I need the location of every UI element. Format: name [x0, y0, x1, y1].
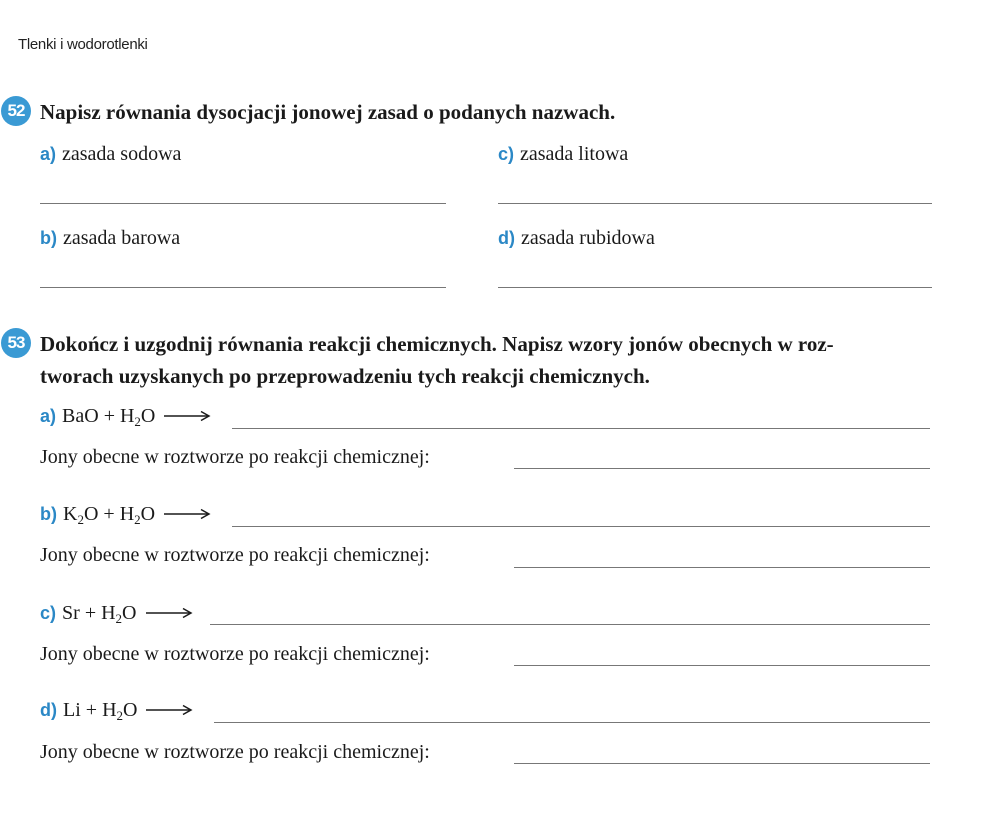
subscript: 2 — [116, 708, 124, 723]
subscript: 2 — [134, 512, 141, 527]
q53-answer-line-a[interactable] — [232, 428, 930, 429]
question-53-badge: 53 — [1, 328, 31, 358]
q53-ions-line-a[interactable] — [514, 468, 930, 469]
q53-equation-c — [40, 602, 194, 625]
reactant-2: H — [119, 405, 135, 427]
reactant-1-end: O — [83, 503, 99, 525]
q53-ions-label-d: Jony obecne w roztworze po reakcji chemicznej: — [40, 741, 430, 763]
q53-ions-line-c[interactable] — [514, 665, 930, 666]
q52-item-c — [498, 143, 628, 166]
q52-answer-line-c[interactable] — [498, 203, 932, 204]
reaction-arrow-icon — [162, 508, 212, 520]
item-letter: c) — [40, 603, 57, 623]
q53-ions-line-d[interactable] — [514, 763, 930, 764]
q52-item-a — [40, 143, 181, 166]
reactant-2: H — [119, 503, 135, 525]
reactant-2-end: O — [123, 699, 138, 721]
plus-sign: + — [84, 602, 97, 624]
item-text: zasada litowa — [520, 143, 629, 165]
section-header: Tlenki i wodorotlenki — [18, 36, 148, 53]
q52-item-d — [498, 227, 655, 250]
q52-answer-line-a[interactable] — [40, 203, 446, 204]
question-52-badge: 52 — [1, 96, 31, 126]
subscript: 2 — [77, 512, 84, 527]
plus-sign: + — [103, 405, 115, 427]
item-letter: a) — [40, 144, 57, 164]
q53-answer-line-b[interactable] — [232, 526, 930, 527]
reaction-arrow-icon — [162, 410, 212, 422]
item-letter: d) — [498, 228, 515, 248]
reactant-1: Li — [63, 699, 81, 721]
reaction-arrow-icon — [144, 607, 194, 619]
subscript: 2 — [115, 611, 123, 626]
reactant-2-end: O — [122, 602, 137, 624]
q53-equation-d — [40, 699, 194, 722]
q52-answer-line-b[interactable] — [40, 287, 446, 288]
item-letter: b) — [40, 228, 57, 248]
item-letter: a) — [40, 406, 57, 426]
item-text: zasada barowa — [63, 227, 181, 249]
reactant-2-end: O — [140, 405, 156, 427]
question-53-title — [40, 328, 940, 392]
q53-equation-a — [40, 405, 212, 428]
item-letter: d) — [40, 700, 57, 720]
q53-ions-label-c: Jony obecne w roztworze po reakcji chemicznej: — [40, 643, 430, 665]
reactant-2-end: O — [140, 503, 156, 525]
subscript: 2 — [134, 414, 141, 429]
item-text: zasada rubidowa — [521, 227, 655, 249]
question-53-title-line2: tworach uzyskanych po przeprowadzeniu tych reakcji chemicznych. — [40, 364, 650, 388]
q53-answer-line-c[interactable] — [210, 624, 930, 625]
reactant-2: H — [101, 602, 116, 624]
reactant-1: K — [63, 503, 78, 525]
q52-answer-line-d[interactable] — [498, 287, 932, 288]
question-53-title-line1: Dokończ i uzgodnij równania reakcji chemicznych. Napisz wzory jonów obecnych w roz- — [40, 332, 834, 356]
q53-ions-line-b[interactable] — [514, 567, 930, 568]
plus-sign: + — [85, 699, 98, 721]
item-letter: b) — [40, 504, 57, 524]
q53-answer-line-d[interactable] — [214, 722, 930, 723]
q53-ions-label-a: Jony obecne w roztworze po reakcji chemicznej: — [40, 446, 430, 468]
item-text: zasada sodowa — [62, 143, 182, 165]
reaction-arrow-icon — [144, 704, 194, 716]
question-52-title: Napisz równania dysocjacji jonowej zasad o podanych nazwach. — [40, 100, 616, 124]
item-letter: c) — [498, 144, 515, 164]
q53-equation-b — [40, 503, 212, 526]
reactant-1: Sr — [62, 602, 80, 624]
q53-ions-label-b: Jony obecne w roztworze po reakcji chemicznej: — [40, 544, 430, 566]
q52-item-b — [40, 227, 180, 250]
reactant-2: H — [102, 699, 117, 721]
plus-sign: + — [103, 503, 115, 525]
reactant-1: BaO — [62, 405, 99, 427]
